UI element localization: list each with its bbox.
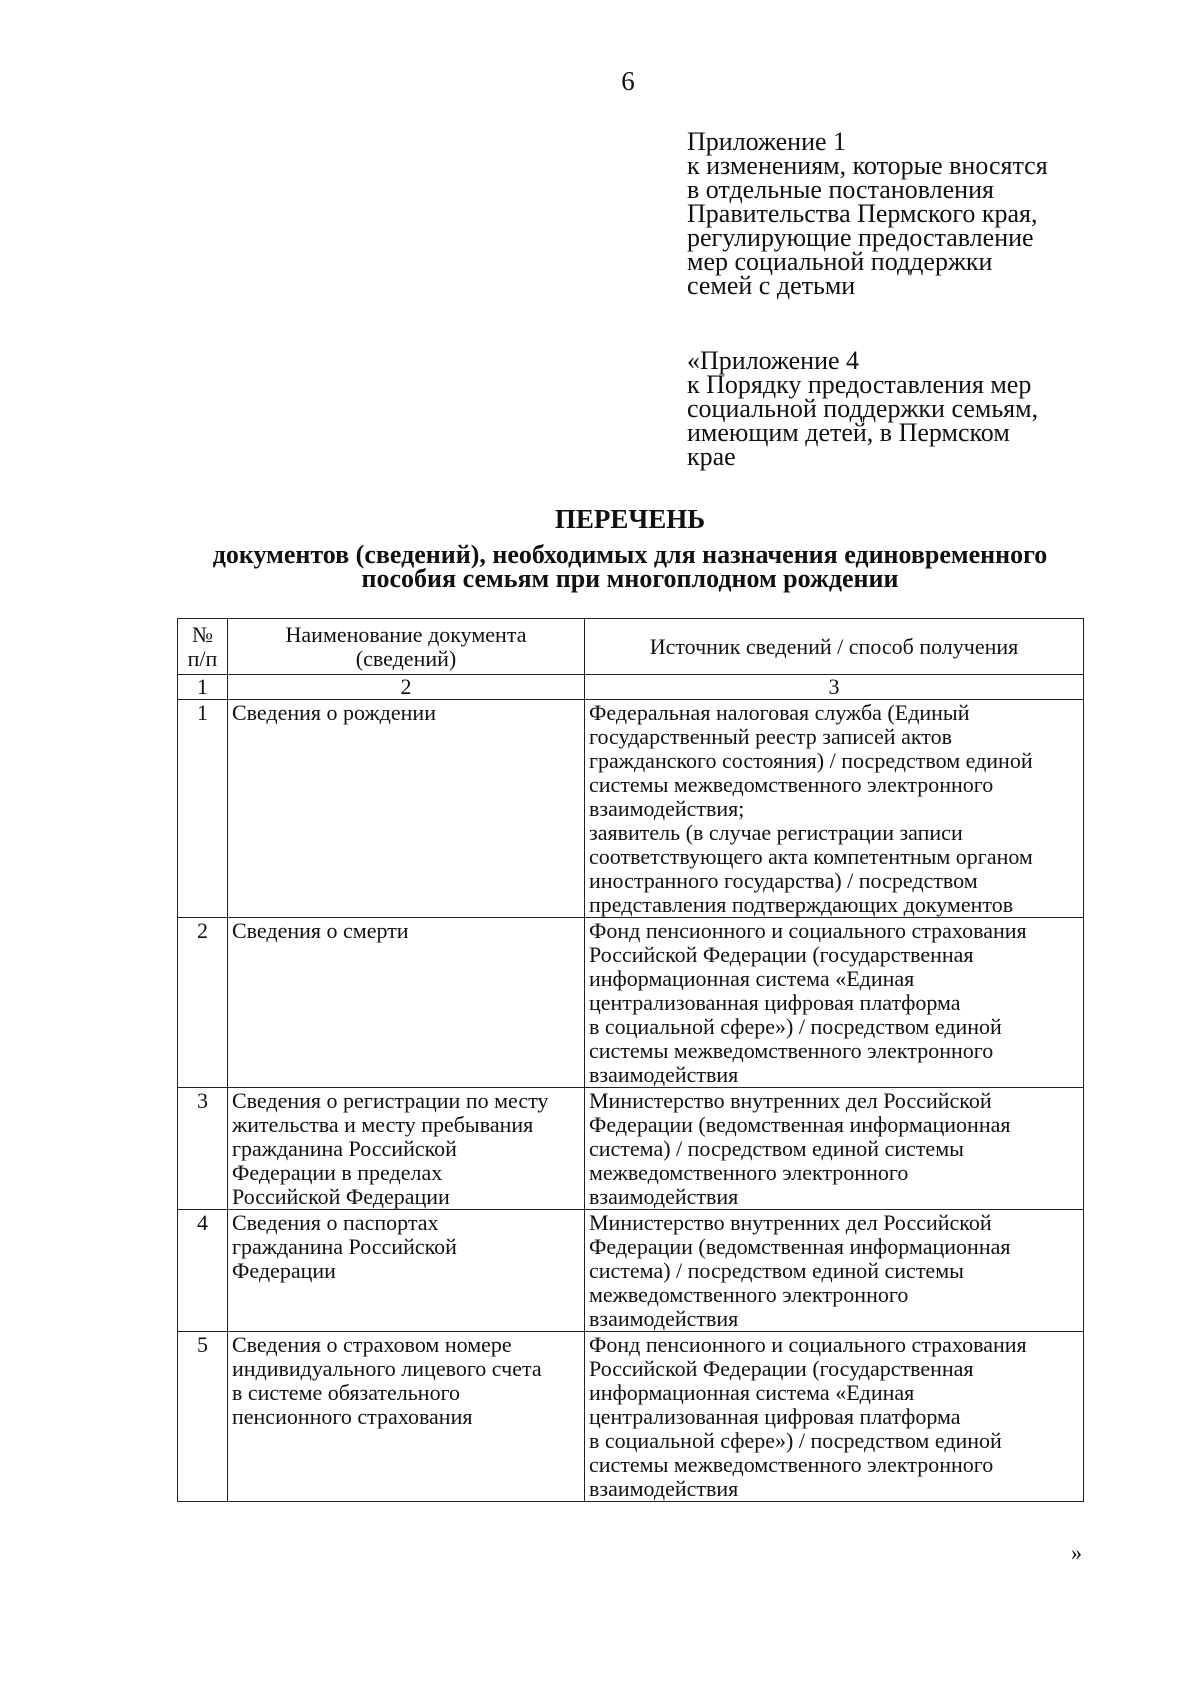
cell-line: система) / посредством единой системы (589, 1258, 964, 1283)
cell-line: гражданина Российской (232, 1234, 457, 1259)
cell-line: Сведения о регистрации по месту (232, 1088, 549, 1113)
column-index: 2 (228, 675, 585, 700)
header-line: № (192, 622, 213, 647)
cell-line: Фонд пенсионного и социального страхования (589, 918, 1027, 943)
cell-line: иностранного государства) / посредством (589, 868, 978, 893)
table-header-row (178, 619, 1084, 675)
document-source (585, 700, 1084, 918)
cell-line: Сведения о паспортах (232, 1210, 439, 1235)
cell-line: Фонд пенсионного и социального страхования (589, 1332, 1027, 1357)
cell-line: государственный реестр записей актов (589, 724, 952, 749)
document-source (585, 1088, 1084, 1210)
column-index: 1 (178, 675, 228, 700)
cell-line: централизованная цифровая платформа (589, 1404, 961, 1429)
table-row (178, 1210, 1084, 1332)
cell-line: система) / посредством единой системы (589, 1136, 964, 1161)
header-document-name (228, 619, 585, 675)
cell-line: Федеральная налоговая служба (Единый (589, 700, 970, 725)
annex-line: семей с детьми (687, 271, 856, 300)
cell-line: взаимодействия (589, 1306, 739, 1331)
column-index: 3 (585, 675, 1084, 700)
document-source (585, 1332, 1084, 1502)
cell-line: Российской Федерации (государственная (589, 942, 974, 967)
document-name (228, 700, 585, 918)
table-row (178, 700, 1084, 918)
subtitle-line: документов (сведений), необходимых для назначения единовременного (212, 540, 1048, 569)
cell-line: системы межведомственного электронного (589, 1038, 994, 1063)
header-line: Наименование документа (285, 622, 527, 647)
table-row (178, 1332, 1084, 1502)
annex-line: «Приложение 4 (687, 346, 860, 375)
cell-line: гражданского состояния) / посредством единой (589, 748, 1033, 773)
cell-line: Федерации (232, 1258, 336, 1283)
annex-line: регулирующие предоставление (687, 223, 1034, 252)
cell-line: взаимодействия (589, 1476, 739, 1501)
document-subtitle (0, 540, 1200, 593)
cell-line: межведомственного электронного (589, 1282, 909, 1307)
annex-line: в отдельные постановления (687, 175, 994, 204)
cell-line: заявитель (в случае регистрации записи (589, 820, 963, 845)
document-name (228, 918, 585, 1088)
cell-line: взаимодействия; (589, 796, 745, 821)
header-line: (сведений) (355, 646, 457, 671)
cell-line: индивидуального лицевого счета (232, 1356, 542, 1381)
header-number (178, 619, 228, 675)
document-title: ПЕРЕЧЕНЬ (554, 504, 706, 534)
cell-line: Федерации (ведомственная информационная (589, 1234, 1011, 1259)
document-name (228, 1088, 585, 1210)
cell-line: в социальной сфере») / посредством единой (589, 1428, 1002, 1453)
cell-line: централизованная цифровая платформа (589, 990, 961, 1015)
cell-line: пенсионного страхования (232, 1404, 473, 1429)
subtitle-line: пособия семьям при многоплодном рождении (361, 564, 899, 593)
table-row (178, 1088, 1084, 1210)
row-number: 3 (178, 1088, 228, 1210)
cell-line: информационная система «Единая (589, 1380, 915, 1405)
document-name (228, 1332, 585, 1502)
cell-line: Сведения о смерти (232, 918, 409, 943)
cell-line: Федерации в пределах (232, 1160, 443, 1185)
annex-line: Правительства Пермского края, (687, 199, 1038, 228)
annex-line: мер социальной поддержки (687, 247, 993, 276)
cell-line: взаимодействия (589, 1184, 739, 1209)
document-source (585, 918, 1084, 1088)
annex-line: к изменениям, которые вносятся (687, 151, 1048, 180)
cell-line: взаимодействия (589, 1062, 739, 1087)
page-number: 6 (621, 66, 635, 96)
annex-line: Приложение 1 (687, 127, 847, 156)
cell-line: гражданина Российской (232, 1136, 457, 1161)
annex-line: крае (687, 442, 736, 471)
row-number: 5 (178, 1332, 228, 1502)
cell-line: информационная система «Единая (589, 966, 915, 991)
cell-line: Сведения о страховом номере (232, 1332, 512, 1357)
cell-line: системы межведомственного электронного (589, 772, 994, 797)
header-source: Источник сведений / способ получения (585, 619, 1084, 675)
row-number: 1 (178, 700, 228, 918)
row-number: 4 (178, 1210, 228, 1332)
annex-4-heading (687, 346, 1039, 471)
cell-line: Министерство внутренних дел Российской (589, 1210, 992, 1235)
closing-quote: » (1071, 1540, 1082, 1565)
annex-line: к Порядку предоставления мер (687, 370, 1032, 399)
cell-line: в социальной сфере») / посредством единой (589, 1014, 1002, 1039)
row-number: 2 (178, 918, 228, 1088)
cell-line: Российской Федерации (232, 1184, 450, 1209)
annex-line: имеющим детей, в Пермском (687, 418, 1010, 447)
document-name (228, 1210, 585, 1332)
table-row (178, 918, 1084, 1088)
header-line: п/п (187, 646, 218, 671)
cell-line: Сведения о рождении (232, 700, 436, 725)
cell-line: системы межведомственного электронного (589, 1452, 994, 1477)
cell-line: Российской Федерации (государственная (589, 1356, 974, 1381)
cell-line: соответствующего акта компетентным органом (589, 844, 1033, 869)
cell-line: Федерации (ведомственная информационная (589, 1112, 1011, 1137)
cell-line: межведомственного электронного (589, 1160, 909, 1185)
document-source (585, 1210, 1084, 1332)
cell-line: жительства и месту пребывания (232, 1112, 534, 1137)
cell-line: Министерство внутренних дел Российской (589, 1088, 992, 1113)
cell-line: представления подтверждающих документов (589, 892, 1014, 917)
annex-line: социальной поддержки семьям, (687, 394, 1039, 423)
column-index-row (178, 675, 1084, 700)
documents-table (177, 618, 1084, 1502)
annex-1-heading (687, 127, 1048, 300)
cell-line: в системе обязательного (232, 1380, 461, 1405)
